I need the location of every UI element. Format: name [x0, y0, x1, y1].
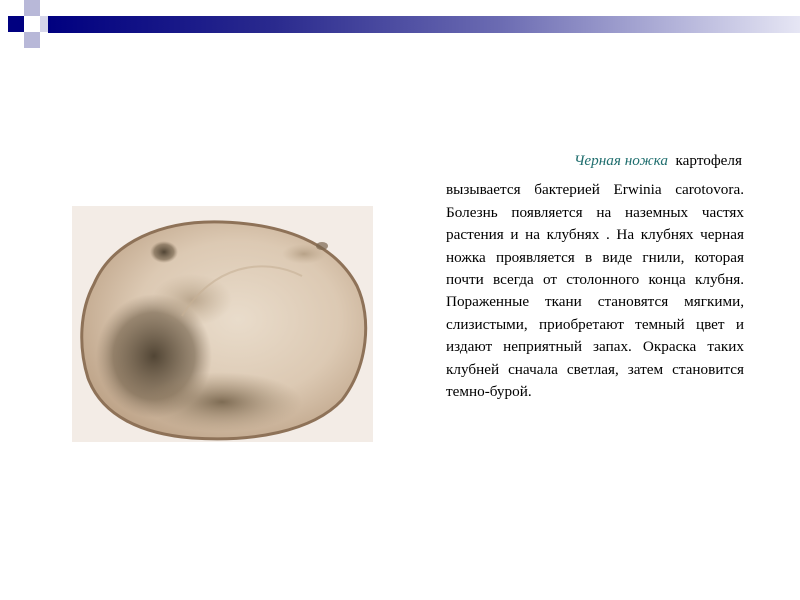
corner-square-4 — [40, 16, 48, 32]
first-line-rest: картофеля — [675, 152, 742, 169]
first-line — [446, 150, 744, 172]
corner-square-1 — [8, 16, 24, 32]
body-paragraph: вызывается бактерией Erwinia carotovora. Болезнь появляется на наземных частях растения и на клубнях . На клубнях черная ножка проявляется в виде гнили, которая почти всегда от столонного конца клубня. Пораженные ткани становятся мягкими, слизистыми, приобретают темный цвет и издают неприятный запах. Окраска таких клубней сначала светлая, затем становится темно-бурой. — [446, 181, 744, 401]
description-text — [446, 150, 744, 403]
potato-photo — [72, 206, 373, 442]
corner-square-2 — [24, 0, 40, 16]
corner-square-3 — [24, 32, 40, 48]
header-bar — [48, 16, 800, 33]
disease-name: Черная ножка — [573, 152, 668, 169]
